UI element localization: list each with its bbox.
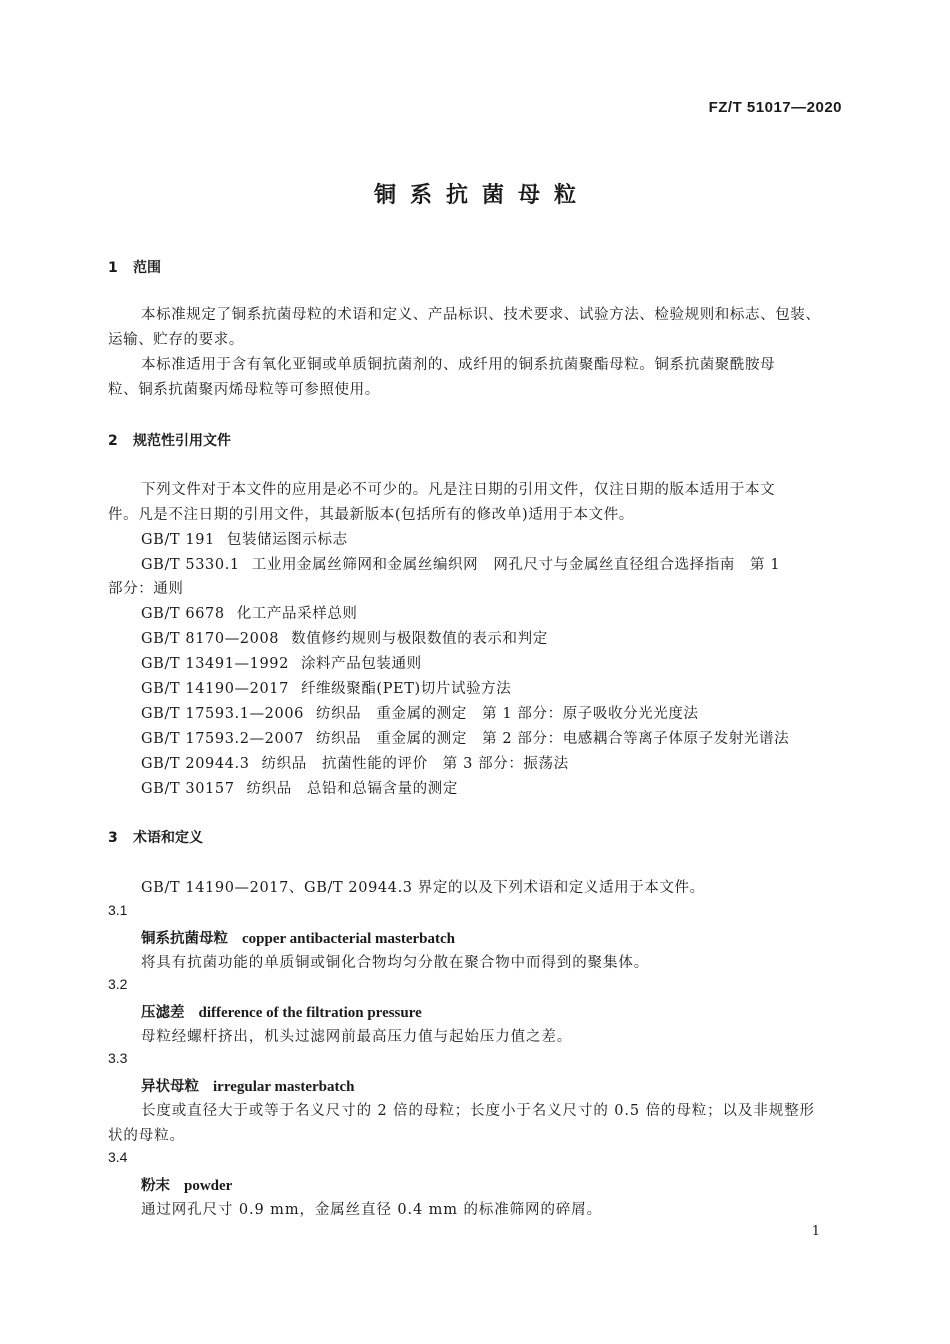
standard-number: FZ/T 51017—2020 <box>708 99 842 116</box>
section-1-heading <box>108 257 161 277</box>
reference-code: GB/T 30157 <box>141 781 235 797</box>
term-definition: 长度或直径大于或等于名义尺寸的 2 倍的母粒；长度小于名义尺寸的 0.5 倍的母粒；以及非规整形 <box>141 1103 815 1119</box>
term-english: powder <box>184 1178 233 1194</box>
term-chinese: 粉末 <box>141 1178 170 1194</box>
reference-code: GB/T 191 <box>141 532 215 548</box>
reference-item <box>141 627 548 648</box>
reference-code: GB/T 8170—2008 <box>141 631 280 647</box>
term-entry <box>141 1174 232 1195</box>
term-chinese: 压滤差 <box>141 1005 185 1021</box>
reference-continuation: 部分：通则 <box>108 581 184 597</box>
reference-item <box>141 702 699 723</box>
section-title: 术语和定义 <box>133 830 203 846</box>
section-number: 3 <box>108 830 118 846</box>
paragraph-line: 粒、铜系抗菌聚丙烯母粒等可参照使用。 <box>108 382 380 398</box>
reference-item <box>141 652 422 673</box>
term-chinese: 铜系抗菌母粒 <box>141 931 228 947</box>
reference-item <box>141 553 780 574</box>
reference-title: 化工产品采样总则 <box>236 606 358 622</box>
paragraph-line: 下列文件对于本文件的应用是必不可少的。凡是注日期的引用文件，仅注日期的版本适用于本文 <box>141 482 776 498</box>
reference-item <box>141 752 569 773</box>
reference-title: 工业用金属丝筛网和金属丝编织网 网孔尺寸与金属丝直径组合选择指南 第 1 <box>251 557 781 573</box>
section-title: 范围 <box>133 260 161 276</box>
paragraph-line: 本标准适用于含有氧化亚铜或单质铜抗菌剂的、成纤用的铜系抗菌聚酯母粒。铜系抗菌聚酰胺母 <box>141 357 776 373</box>
reference-code: GB/T 17593.2—2007 <box>141 731 304 747</box>
term-definition: 通过网孔尺寸 0.9 mm，金属丝直径 0.4 mm 的标准筛网的碎屑。 <box>141 1202 603 1218</box>
reference-title: 包装储运图示标志 <box>226 532 348 548</box>
paragraph-line: 件。凡是不注日期的引用文件，其最新版本(包括所有的修改单)适用于本文件。 <box>108 507 634 523</box>
section-2-heading <box>108 430 231 450</box>
section-number: 1 <box>108 260 118 276</box>
reference-code: GB/T 5330.1 <box>141 557 240 573</box>
term-entry <box>141 1001 422 1022</box>
term-english: copper antibacterial masterbatch <box>242 931 456 947</box>
clause-number: 3.4 <box>108 1149 128 1165</box>
reference-title: 纺织品 抗菌性能的评价 第 3 部分：振荡法 <box>261 756 569 772</box>
reference-title: 纤维级聚酯(PET)切片试验方法 <box>300 681 512 697</box>
clause-number: 3.3 <box>108 1050 128 1066</box>
reference-item <box>141 677 511 698</box>
reference-title: 涂料产品包装通则 <box>300 656 422 672</box>
paragraph-line: 运输、贮存的要求。 <box>108 332 244 348</box>
reference-code: GB/T 17593.1—2006 <box>141 706 304 722</box>
reference-title: 纺织品 总铅和总镉含量的测定 <box>246 781 458 797</box>
reference-code: GB/T 6678 <box>141 606 225 622</box>
section-number: 2 <box>108 433 118 449</box>
reference-item <box>141 727 789 748</box>
term-definition-continuation: 状的母粒。 <box>108 1128 185 1144</box>
reference-item <box>141 528 348 549</box>
reference-code: GB/T 13491—1992 <box>141 656 289 672</box>
term-entry <box>141 1075 355 1096</box>
term-entry <box>141 927 455 948</box>
reference-item <box>141 602 358 623</box>
paragraph-line: 本标准规定了铜系抗菌母粒的术语和定义、产品标识、技术要求、试验方法、检验规则和标志、包装、 <box>141 307 821 323</box>
reference-title: 纺织品 重金属的测定 第 1 部分：原子吸收分光光度法 <box>315 706 699 722</box>
document-title: 铜系抗菌母粒 <box>373 183 590 208</box>
term-english: difference of the filtration pressure <box>198 1005 422 1021</box>
section-3-heading <box>108 827 203 847</box>
reference-code: GB/T 20944.3 <box>141 756 250 772</box>
term-chinese: 异状母粒 <box>141 1079 199 1095</box>
term-definition: 将具有抗菌功能的单质铜或铜化合物均匀分散在聚合物中而得到的聚集体。 <box>141 955 650 971</box>
reference-item <box>141 777 458 798</box>
term-english: irregular masterbatch <box>213 1079 355 1095</box>
reference-title: 数值修约规则与极限数值的表示和判定 <box>291 631 548 647</box>
term-definition: 母粒经螺杆挤出，机头过滤网前最高压力值与起始压力值之差。 <box>141 1029 573 1045</box>
reference-title: 纺织品 重金属的测定 第 2 部分：电感耦合等离子体原子发射光谱法 <box>315 731 790 747</box>
page-number: 1 <box>811 1224 820 1239</box>
clause-number: 3.2 <box>108 976 128 992</box>
section-title: 规范性引用文件 <box>133 433 231 449</box>
reference-code: GB/T 14190—2017 <box>141 681 289 697</box>
paragraph-line: GB/T 14190—2017、GB/T 20944.3 界定的以及下列术语和定义适用于本文件。 <box>141 880 705 896</box>
clause-number: 3.1 <box>108 902 128 918</box>
